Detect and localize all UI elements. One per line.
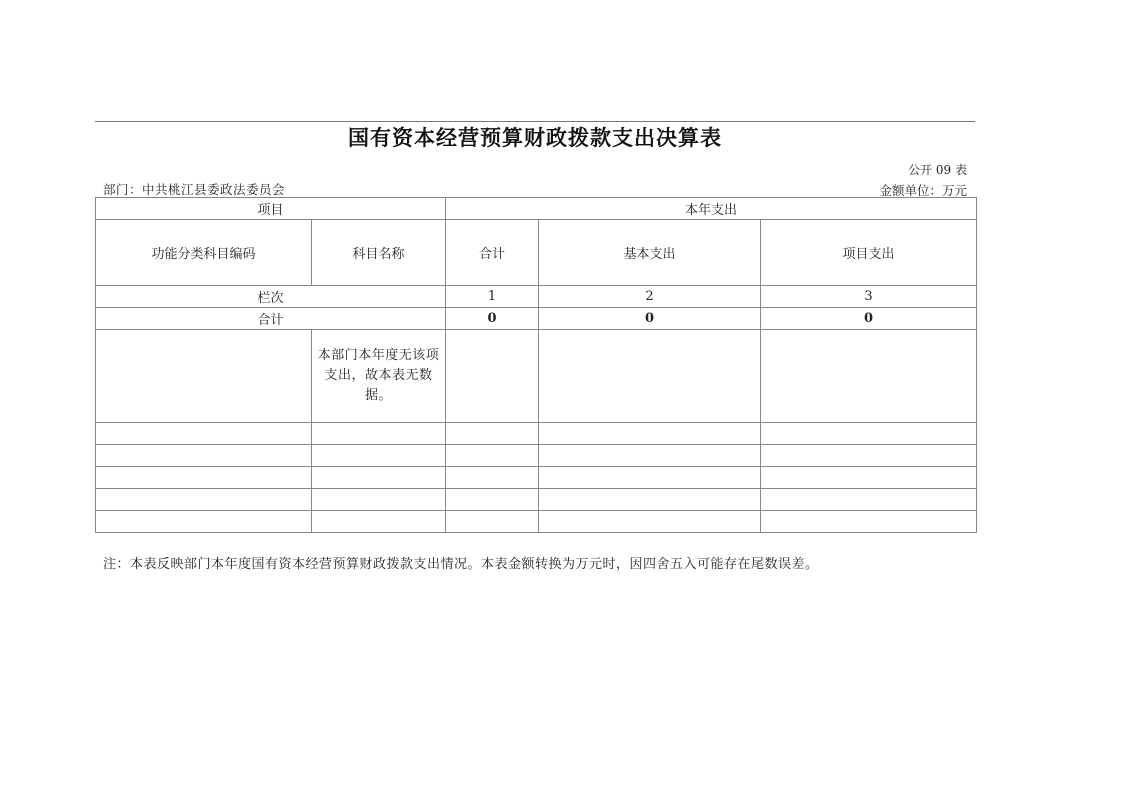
header-project-exp: 项目支出 xyxy=(761,220,977,286)
total-value: 0 xyxy=(446,308,539,330)
form-number: 公开 09 表 xyxy=(908,163,967,177)
note-row xyxy=(96,330,977,423)
index-3: 3 xyxy=(761,286,977,308)
header-row-1 xyxy=(96,198,977,220)
total-label: 合计 xyxy=(96,308,446,330)
header-current-year: 本年支出 xyxy=(446,198,977,220)
total-row xyxy=(96,308,977,330)
header-row-2 xyxy=(96,220,977,286)
table-row xyxy=(96,511,977,533)
no-data-note: 本部门本年度无该项支出，故本表无数据。 xyxy=(312,330,446,423)
table-row xyxy=(96,489,977,511)
table-cell xyxy=(761,330,977,423)
table-cell xyxy=(96,330,312,423)
table-row xyxy=(96,467,977,489)
footnote: 注：本表反映部门本年度国有资本经营预算财政拨款支出情况。本表金额转换为万元时，因四舍五入可能存在尾数误差。 xyxy=(103,557,819,572)
header-name: 科目名称 xyxy=(312,220,446,286)
index-1: 1 xyxy=(446,286,539,308)
department-label: 部门：中共桃江县委政法委员会 xyxy=(103,182,286,197)
table-cell xyxy=(539,330,761,423)
header-code: 功能分类科目编码 xyxy=(96,220,312,286)
index-row xyxy=(96,286,977,308)
unit-label: 金额单位：万元 xyxy=(879,183,967,198)
index-2: 2 xyxy=(539,286,761,308)
table-row xyxy=(96,445,977,467)
header-project: 项目 xyxy=(96,198,446,220)
page-title: 国有资本经营预算财政拨款支出决算表 xyxy=(348,125,722,150)
expenditure-table xyxy=(95,197,977,533)
header-total: 合计 xyxy=(446,220,539,286)
index-label: 栏次 xyxy=(96,286,446,308)
table-cell xyxy=(446,330,539,423)
header-basic: 基本支出 xyxy=(539,220,761,286)
project-total-value: 0 xyxy=(761,308,977,330)
basic-total-value: 0 xyxy=(539,308,761,330)
table-row xyxy=(96,423,977,445)
